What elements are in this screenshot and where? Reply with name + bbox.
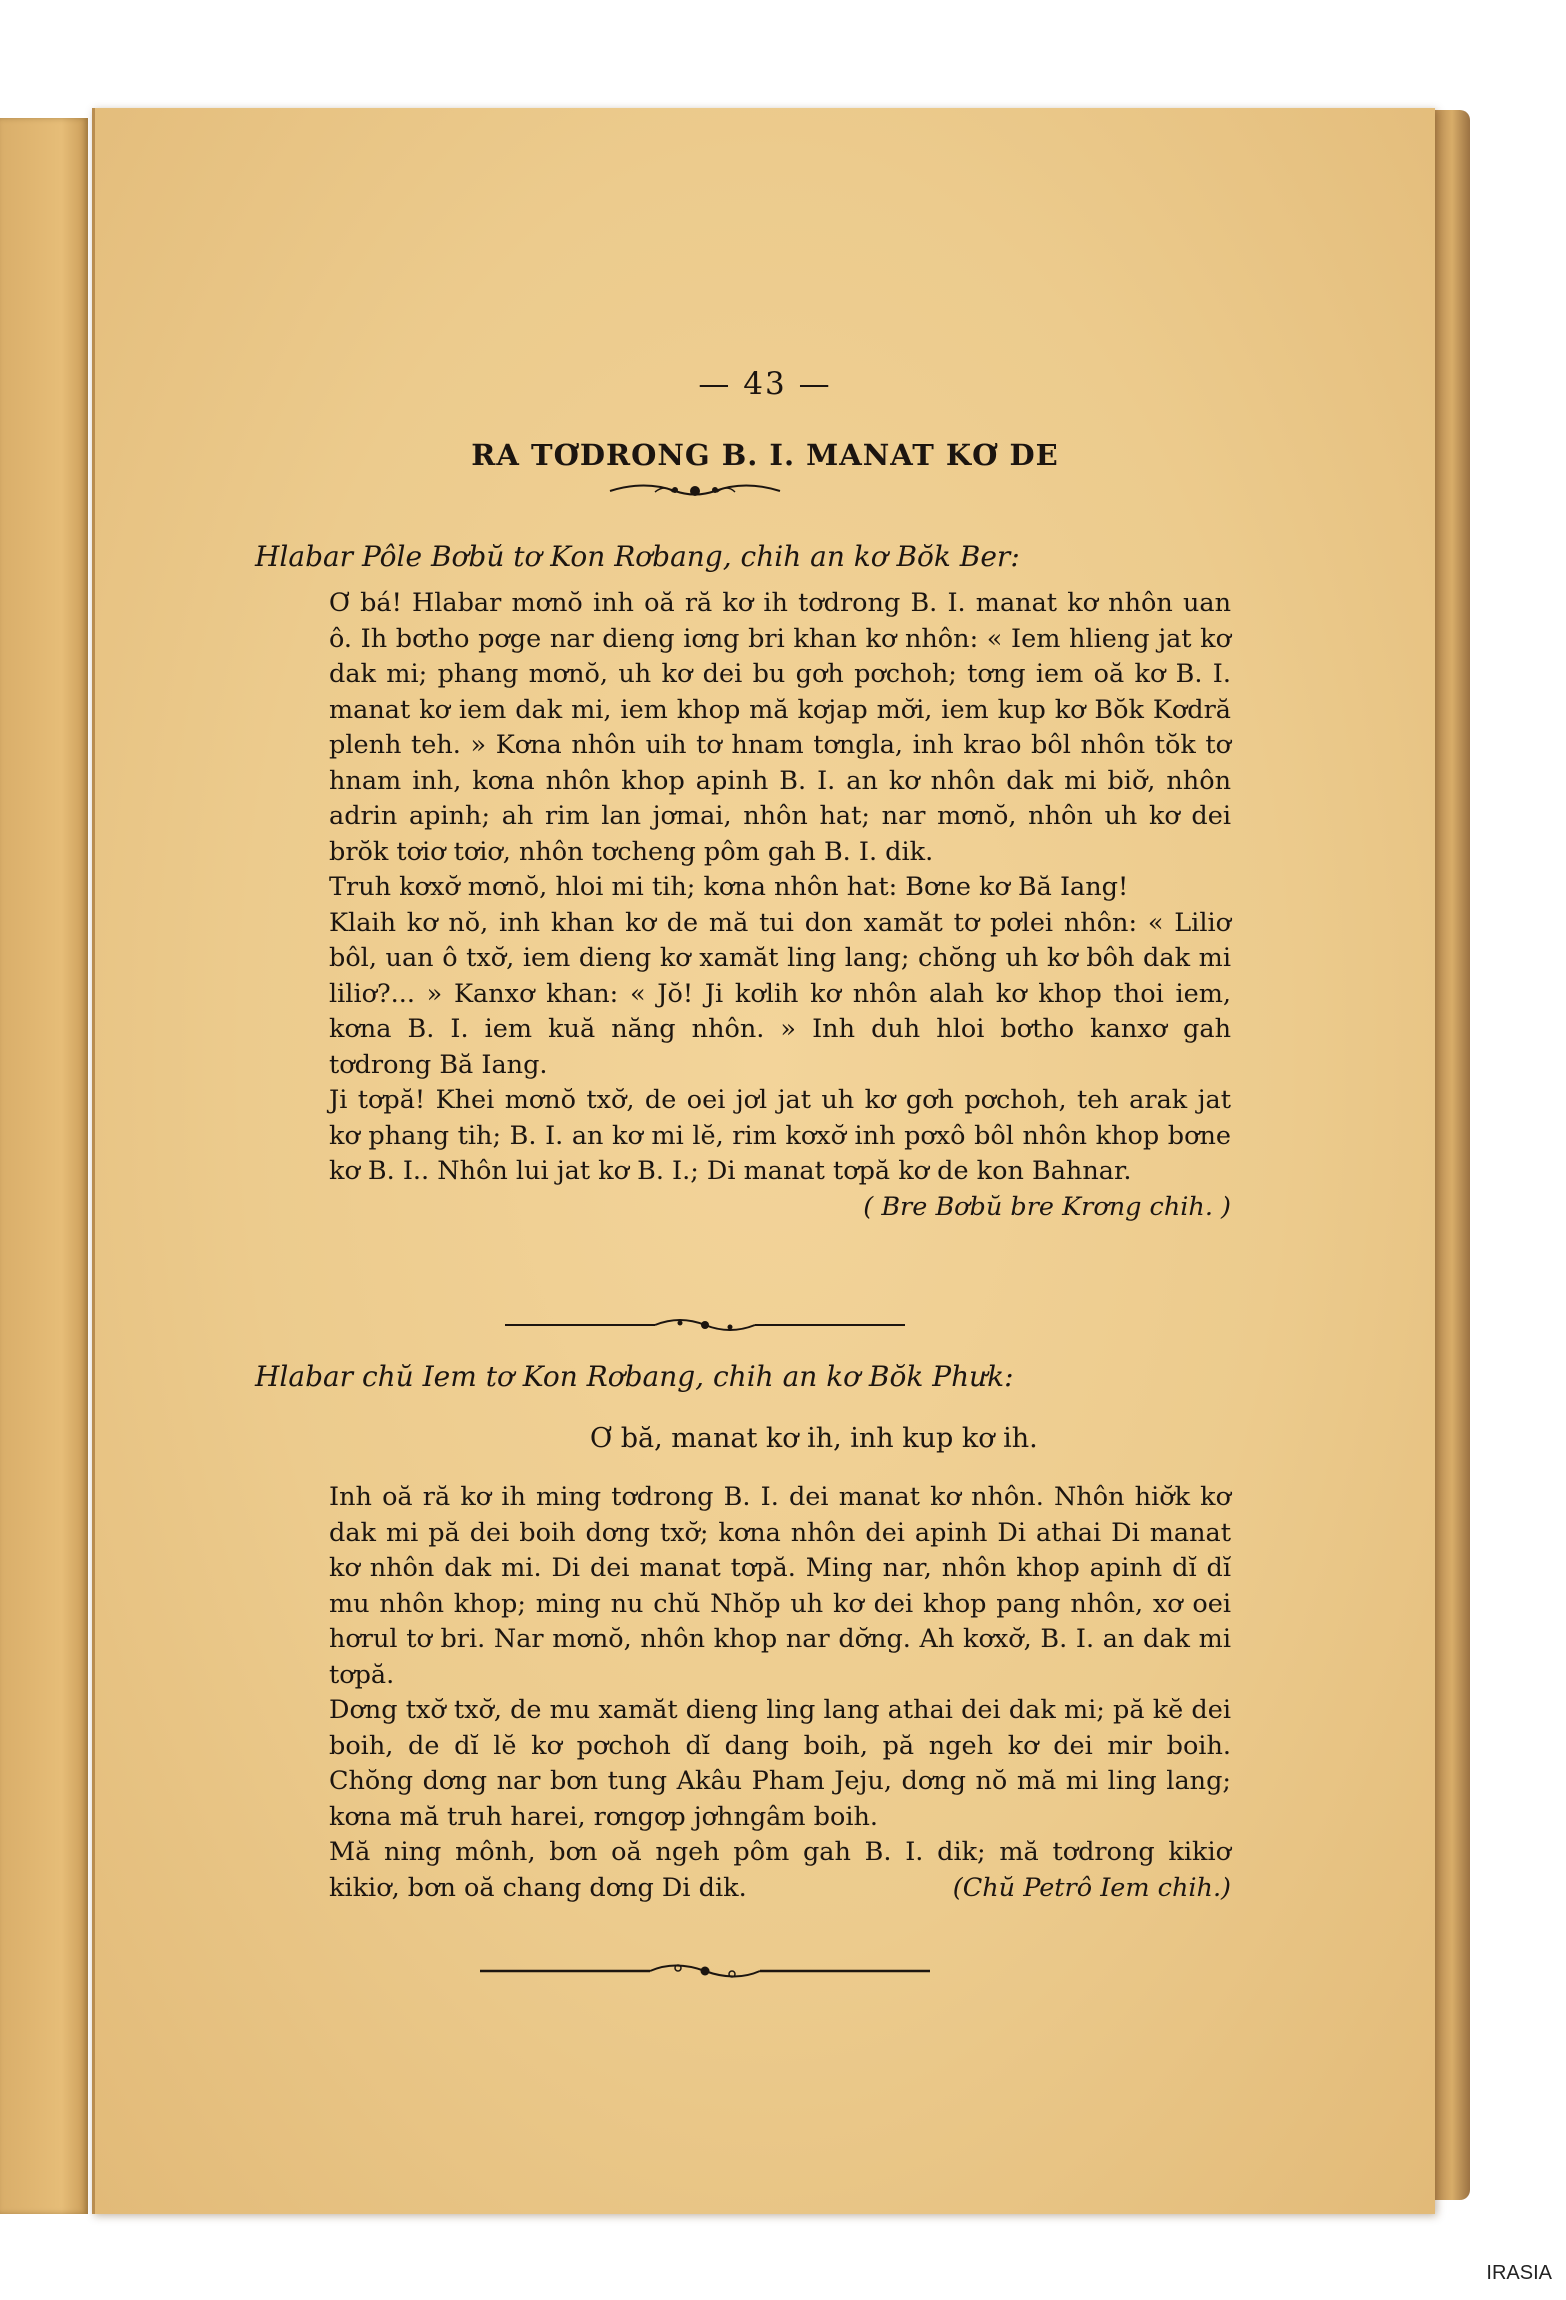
page-number: — 43 — <box>698 366 832 402</box>
section1-heading: Hlabar Pôle Bơbŭ tơ Kon Rơbang, chih an kơ Bŏk Ber: <box>255 540 1020 573</box>
section2-paragraph <box>257 1835 1231 1906</box>
section1-signature: ( Bre Bơbŭ bre Krơng chih. ) <box>863 1191 1231 1222</box>
section2-salutation: Ơ bă, manat kơ ih, inh kup kơ ih. <box>590 1423 1038 1454</box>
section1-paragraph: Klaih kơ nŏ, inh khan kơ de mă tui don xamăt tơ pơlei nhôn: « Liliơ bôl, uan ô txơ̆, iem dieng kơ xamăt ling lang; chŏng uh kơ bôh dak mi liliơ?... » Kanxơ khan: « Jŏ! Ji kơlih kơ nhôn alah kơ khop thoi iem, kơna B. I. iem kuă năng nhôn. » Inh duh hloi bơtho kanxơ gah tơdrong Bă Iang. <box>329 907 1231 1080</box>
watermark: IRASIA <box>1486 2262 1552 2284</box>
section2-body <box>257 1480 1231 1906</box>
section2-paragraph-text: Mă ning mônh, bơn oă ngeh pôm gah B. I. dik; mă tơdrong kikiơ kikiơ, bơn oă chang dơng Di dik. <box>329 1837 1231 1903</box>
book-page <box>92 108 1435 2214</box>
section2-paragraph: Dơng txơ̆ txơ̆, de mu xamăt dieng ling lang athai dei dak mi; pă kĕ dei boih, de dĭ lĕ kơ pơchoh dĭ dang boih, pă ngeh kơ dei mir boih. Chŏng dơng nar bơn tung Akâu Pham Jeju, dơng nŏ mă mi ling lang; kơna mă truh harei, rơngơp jơhngâm boih. <box>329 1695 1231 1832</box>
page-title: RA TƠDRONG B. I. MANAT KƠ DE <box>471 438 1059 472</box>
section1-paragraph-text: Ji tơpă! Khei mơnŏ txơ̆, de oei jơl jat uh kơ gơh pơchoh, teh arak jat kơ phang tih; B. I. an kơ mi lĕ, rim kơxơ̆ inh pơxô bôl nhôn khop bơne kơ B. I.. Nhôn lui jat kơ B. I.; Di manat tơpă kơ de kon Bahnar. <box>329 1085 1231 1186</box>
section1-paragraph: Truh kơxơ̆ mơnŏ, hloi mi tih; kơna nhôn hat: Bơne kơ Bă Iang! <box>329 872 1129 902</box>
title-ornament <box>605 480 785 502</box>
section2-paragraph: Inh oă ră kơ ih ming tơdrong B. I. dei manat kơ nhôn. Nhôn hiơ̆k kơ dak mi pă dei boih dơng txơ̆; kơna nhôn dei apinh Di athai Di manat kơ nhôn dak mi. Di dei manat tơpă. Ming nar, nhôn khop apinh dĭ dĭ mu nhôn khop; ming nu chŭ Nhŏp uh kơ dei khop pang nhôn, xơ oei hơrul tơ bri. Nar mơnŏ, nhôn khop nar dơ̆ng. Ah kơxơ̆, B. I. an dak mi tơpă. <box>329 1482 1231 1690</box>
left-page-edge <box>0 118 88 2214</box>
section2-signature: (Chŭ Petrô Iem chih.) <box>952 1872 1231 1903</box>
closing-ornament <box>480 1960 930 1982</box>
section1-paragraph <box>257 1083 1231 1222</box>
section1-paragraph: Ơ bá! Hlabar mơnŏ inh oă ră kơ ih tơdrong B. I. manat kơ nhôn uan ô. Ih bơtho pơge nar dieng iơng bri khan kơ nhôn: « Iem hlieng jat kơ dak mi; phang mơnŏ, uh kơ dei bu gơh pơchoh; tơng iem oă kơ B. I. manat kơ iem dak mi, iem khop mă kơjap mơ̆i, iem kup kơ Bŏk Kơdră plenh teh. » Kơna nhôn uih tơ hnam tơngla, inh krao bôl nhôn tŏk tơ hnam inh, kơna nhôn khop apinh B. I. an kơ nhôn dak mi biơ̆, nhôn adrin apinh; ah rim lan jơmai, nhôn hat; nar mơnŏ, nhôn uh kơ dei brŏk tơiơ tơiơ, nhôn tơcheng pôm gah B. I. dik. <box>329 588 1231 867</box>
section2-heading: Hlabar chŭ Iem tơ Kon Rơbang, chih an kơ Bŏk Phưk: <box>255 1360 1014 1393</box>
section1-body <box>257 586 1231 1225</box>
section-divider-ornament <box>505 1315 905 1335</box>
